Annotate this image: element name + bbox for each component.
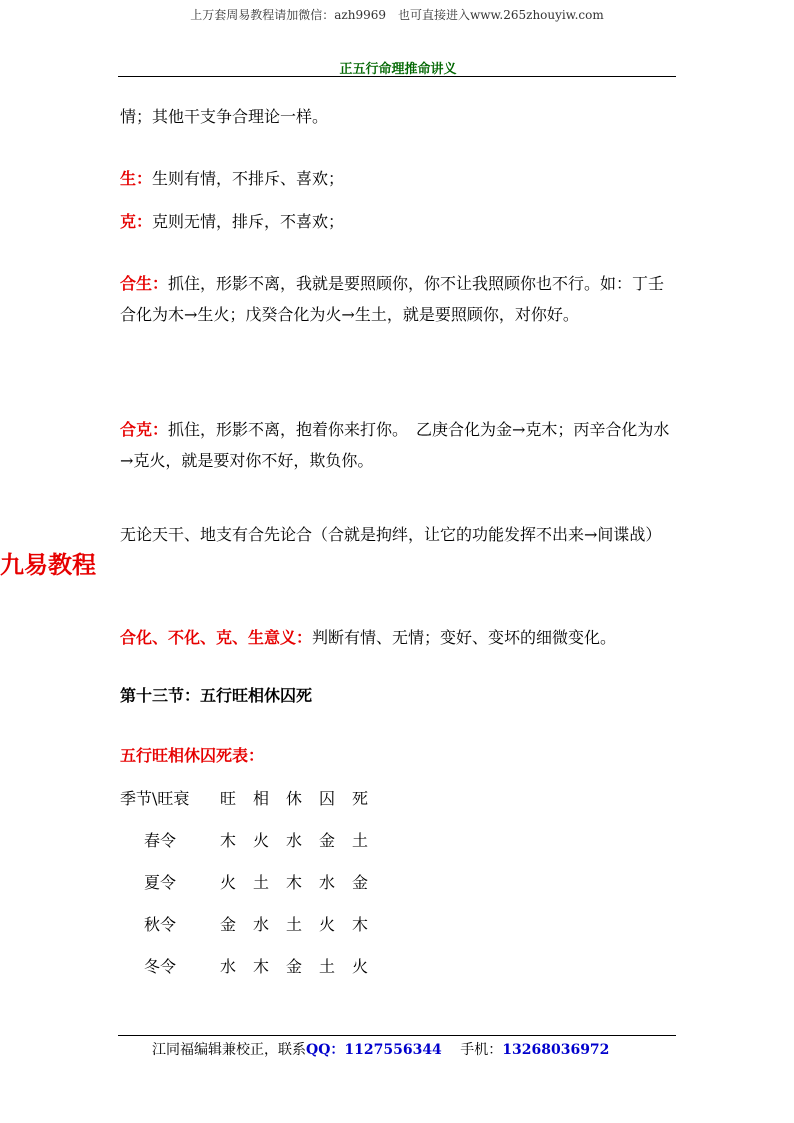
paragraph-hesheng-text: 抓住，形影不离，我就是要照顾你，你不让我照顾你也不行。如：丁壬合化为木→生火；戊癸合化为火→生土，就是要照顾你，对你好。: [120, 274, 665, 324]
table-cell: 木: [286, 873, 303, 892]
table-cell: 夏令: [144, 873, 177, 892]
table-cell: 水: [319, 873, 336, 892]
table-cell: 金: [319, 831, 336, 850]
top-banner: 上万套周易教程请加微信：azh9969 也可直接进入www.265zhouyiw.com: [190, 8, 604, 22]
table-header-cell: 囚: [319, 789, 336, 808]
paragraph-heke: [120, 414, 676, 476]
table-cell: 火: [220, 873, 237, 892]
watermark-logo: 九易教程: [0, 551, 96, 579]
term-ke: 克：: [120, 212, 153, 231]
paragraph-1: [120, 101, 676, 132]
footer-phone-number: 13268036972: [502, 1042, 610, 1058]
paragraph-hesheng: [120, 268, 676, 330]
table-title: [120, 740, 676, 771]
table-cell: 金: [352, 873, 369, 892]
section-heading-text: 第十三节：五行旺相休囚死: [120, 686, 313, 705]
table-cell: 水: [220, 957, 237, 976]
table-cell: 金: [286, 957, 303, 976]
paragraph-meaning: [120, 622, 676, 653]
paragraph-1-text: 情；其他干支争合理论一样。: [120, 107, 329, 126]
document-title: 正五行命理推命讲义: [339, 62, 457, 77]
header-divider: [118, 76, 676, 77]
footer-qq-number: 1127556344: [344, 1042, 442, 1058]
paragraph-sheng: [120, 163, 676, 194]
term-hesheng: 合生：: [120, 274, 169, 293]
table-cell: 水: [253, 915, 270, 934]
table-cell: 土: [319, 957, 336, 976]
term-sheng: 生：: [120, 169, 153, 188]
table-cell: 水: [286, 831, 303, 850]
section-heading: [120, 680, 676, 711]
table-cell: 木: [253, 957, 270, 976]
table-cell: 冬令: [144, 957, 177, 976]
table-header-cell: 死: [352, 789, 369, 808]
term-meaning: 合化、不化、克、生意义：: [120, 628, 313, 647]
table-cell: 土: [352, 831, 369, 850]
table-cell: 秋令: [144, 915, 177, 934]
table-cell: 火: [352, 957, 369, 976]
table-cell: 春令: [144, 831, 177, 850]
footer-qq-label: QQ：: [306, 1042, 345, 1058]
table-header-cell: 旺: [220, 789, 237, 808]
table-cell: 火: [319, 915, 336, 934]
paragraph-meaning-text: 判断有情、无情；变好、变坏的细微变化。: [312, 628, 617, 647]
table-cell: 木: [220, 831, 237, 850]
footer-phone-label: 手机：: [460, 1042, 503, 1058]
term-heke: 合克：: [120, 420, 169, 439]
footer-divider: [118, 1035, 676, 1036]
footer: [152, 1039, 609, 1059]
paragraph-sheng-text: 生则有情，不排斥、喜欢；: [152, 169, 345, 188]
paragraph-general-rule: [120, 519, 676, 550]
paragraph-general-rule-text: 无论天干、地支有合先论合（合就是拘绊，让它的功能发挥不出来→间谍战）: [120, 525, 662, 544]
footer-editor: 江同福编辑兼校正，联系: [152, 1042, 306, 1058]
paragraph-ke-text: 克则无情，排斥，不喜欢；: [152, 212, 345, 231]
table-cell: 土: [253, 873, 270, 892]
table-cell: 火: [253, 831, 270, 850]
paragraph-ke: [120, 206, 676, 237]
paragraph-heke-text: 抓住，形影不离，抱着你来打你。 乙庚合化为金→克木；丙辛合化为水→克火，就是要对你不好，欺负你。: [120, 420, 670, 470]
table-header-cell: 季节\旺衰: [120, 789, 190, 808]
table-header-cell: 相: [253, 789, 270, 808]
table-header-cell: 休: [286, 789, 303, 808]
table-cell: 木: [352, 915, 369, 934]
table-cell: 金: [220, 915, 237, 934]
table-title-text: 五行旺相休囚死表：: [120, 746, 265, 765]
table-cell: 土: [286, 915, 303, 934]
